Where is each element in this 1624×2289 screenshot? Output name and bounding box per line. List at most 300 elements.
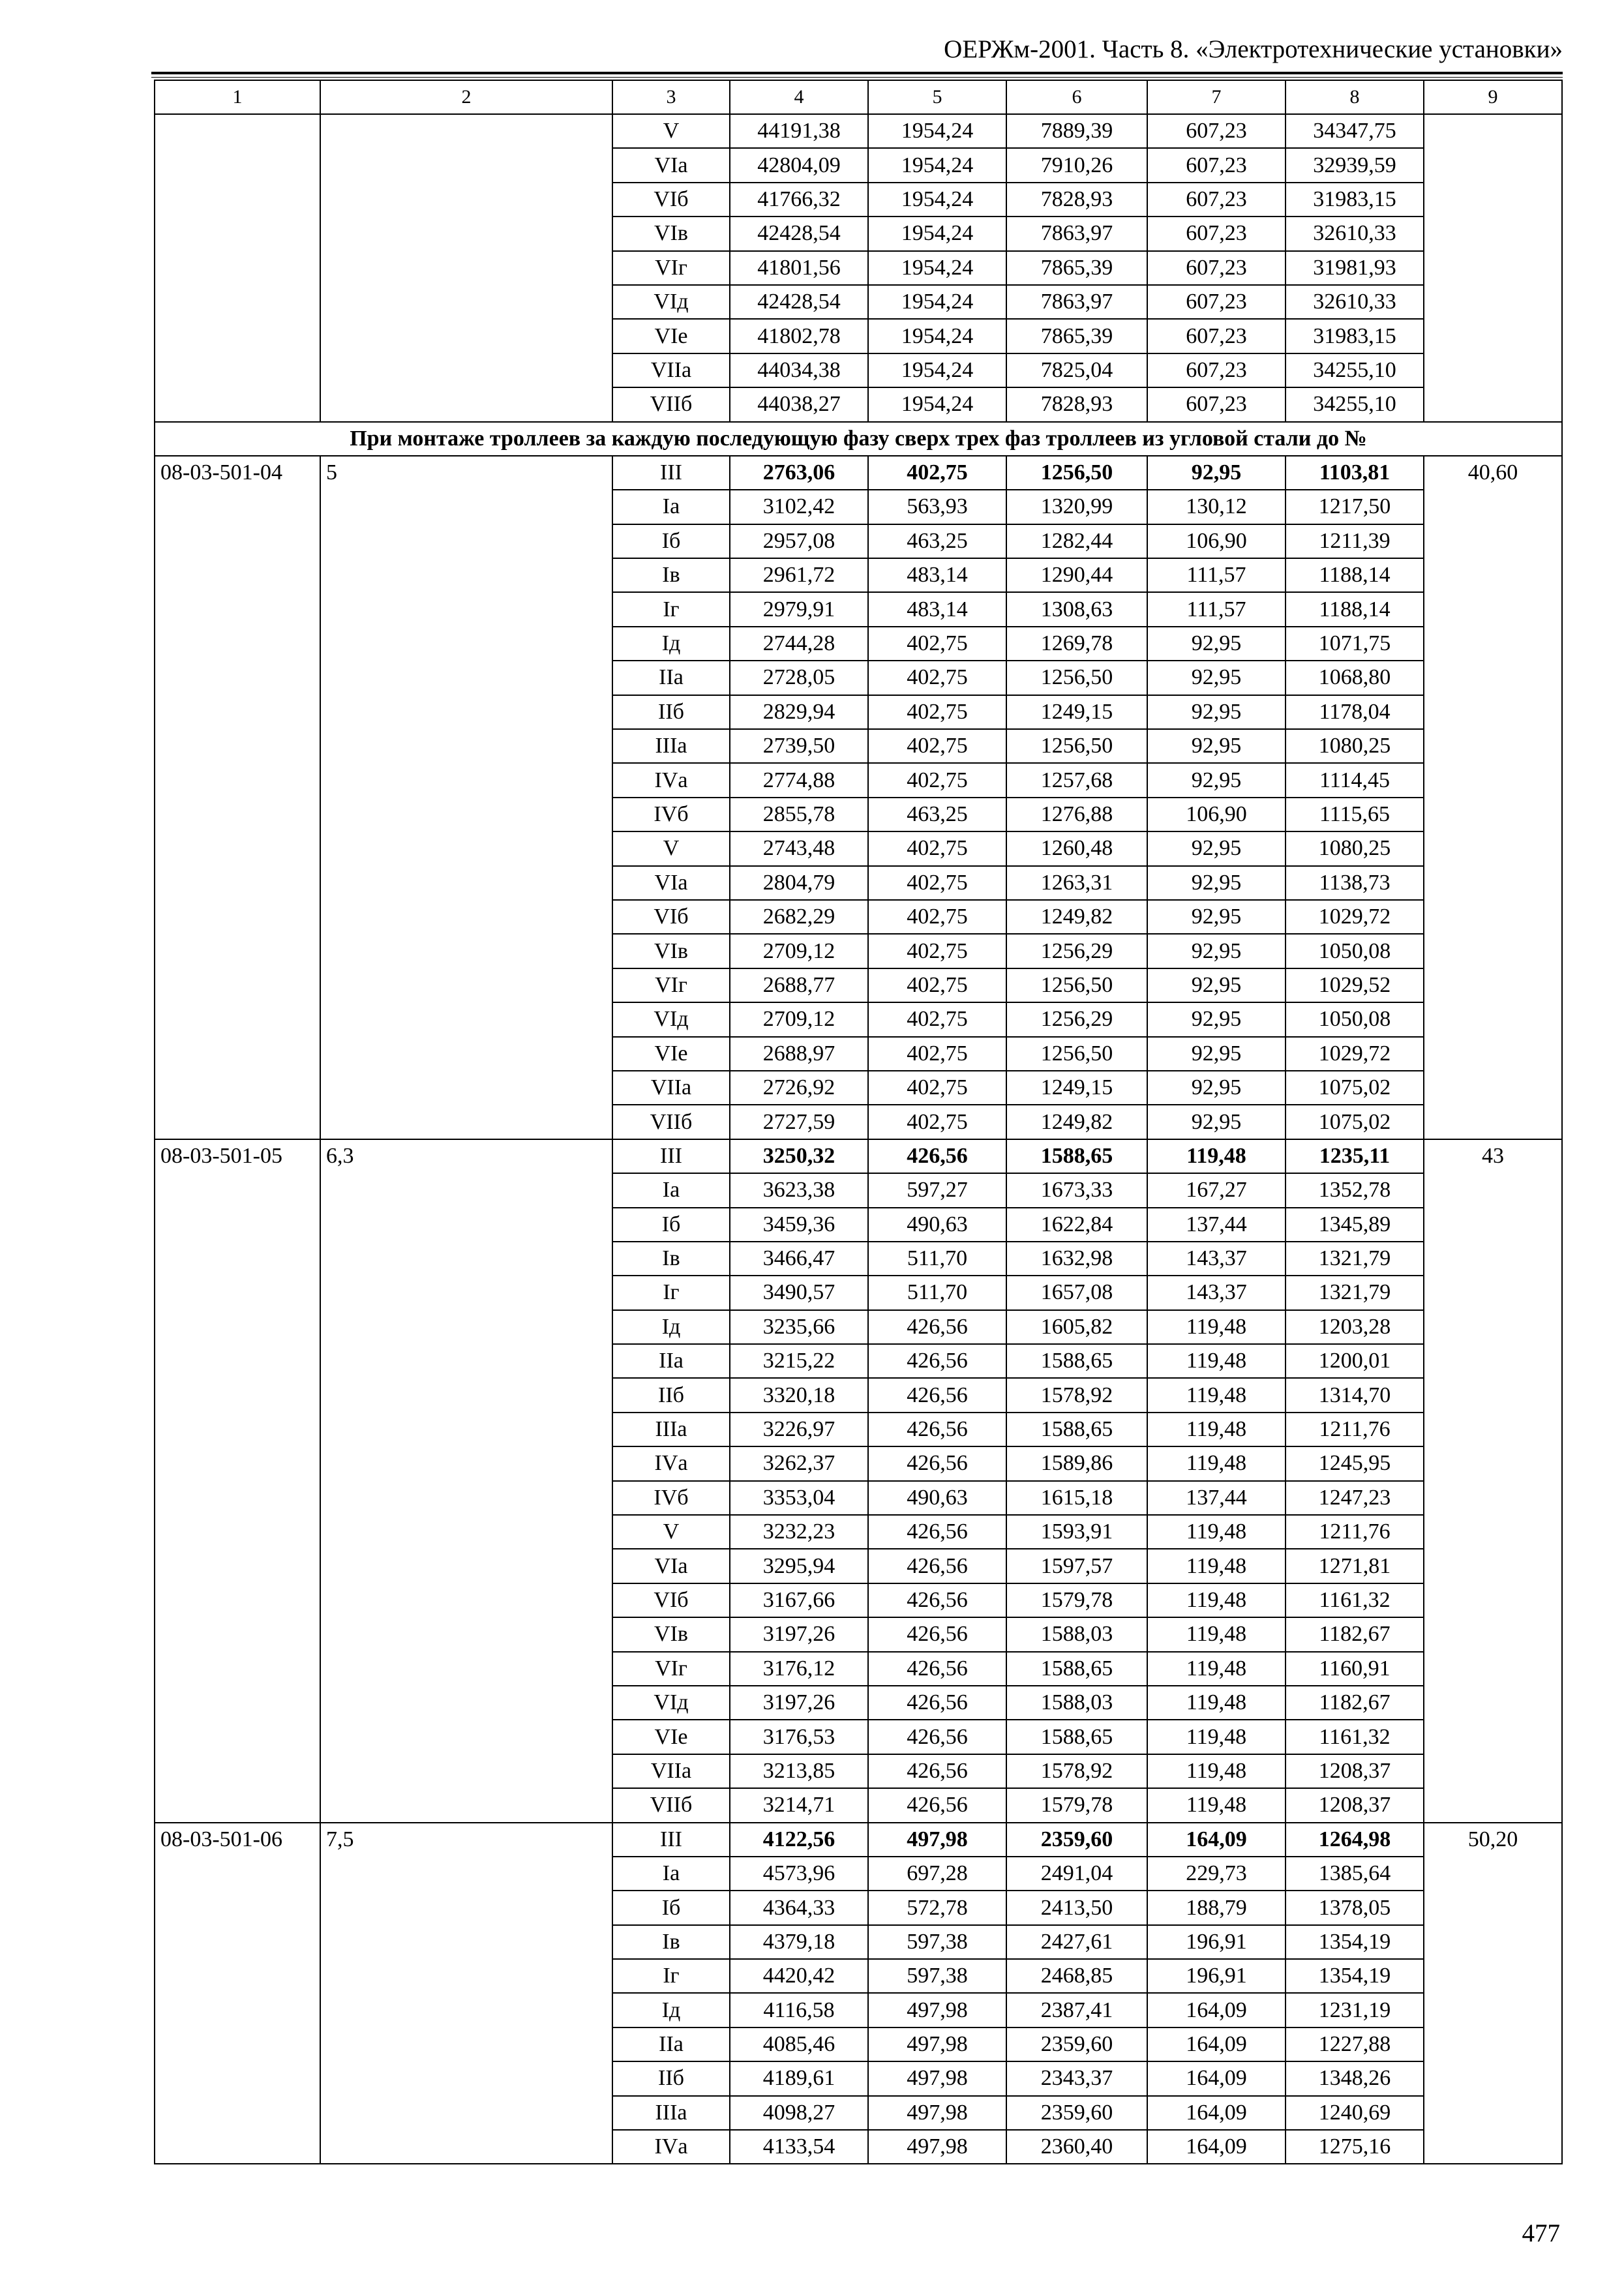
region-variant-cell: VIIб	[612, 387, 730, 421]
region-variant-cell: VIв	[612, 217, 730, 250]
value-cell: 92,95	[1147, 1037, 1286, 1071]
value-cell: 402,75	[868, 968, 1006, 1002]
value-cell: 1249,82	[1006, 1105, 1147, 1139]
value-cell: 1589,86	[1006, 1446, 1147, 1480]
region-variant-cell: VIв	[612, 1617, 730, 1651]
value-cell: 92,95	[1147, 831, 1286, 865]
value-cell: 7828,93	[1006, 183, 1147, 217]
value-cell: 1320,99	[1006, 490, 1147, 524]
region-variant-cell: VIIб	[612, 1105, 730, 1139]
value-cell: 2413,50	[1006, 1891, 1147, 1924]
value-cell: 1075,02	[1286, 1105, 1424, 1139]
value-cell: 1050,08	[1286, 1002, 1424, 1036]
column-number-row	[155, 80, 1562, 114]
value-cell: 119,48	[1147, 1310, 1286, 1344]
rate-code: 08-03-501-04	[155, 456, 320, 1139]
region-variant-cell: Iд	[612, 1310, 730, 1344]
value-cell: 4189,61	[730, 2061, 868, 2095]
value-cell: 1954,24	[868, 183, 1006, 217]
value-cell: 1208,37	[1286, 1788, 1424, 1822]
value-cell: 3197,26	[730, 1617, 868, 1651]
value-cell: 1385,64	[1286, 1857, 1424, 1891]
region-variant-cell: IIб	[612, 695, 730, 729]
region-variant-cell: IIа	[612, 1344, 730, 1378]
value-cell: 597,27	[868, 1173, 1006, 1207]
region-variant-cell: VIа	[612, 866, 730, 900]
value-cell: 402,75	[868, 661, 1006, 695]
value-cell: 7825,04	[1006, 353, 1147, 387]
value-cell: 2688,77	[730, 968, 868, 1002]
region-variant-cell: VIд	[612, 1002, 730, 1036]
value-cell: 1657,08	[1006, 1276, 1147, 1309]
value-cell: 119,48	[1147, 1515, 1286, 1549]
column-number: 5	[868, 80, 1006, 114]
value-cell: 1240,69	[1286, 2096, 1424, 2130]
value-cell: 92,95	[1147, 661, 1286, 695]
column-number: 4	[730, 80, 868, 114]
value-cell: 2468,85	[1006, 1959, 1147, 1993]
value-cell: 1257,68	[1006, 763, 1147, 797]
value-cell: 7910,26	[1006, 148, 1147, 182]
value-cell: 697,28	[868, 1857, 1006, 1891]
value-cell: 1578,92	[1006, 1378, 1147, 1412]
table-body	[155, 80, 1562, 2164]
region-variant-cell: V	[612, 1515, 730, 1549]
value-cell: 2979,91	[730, 592, 868, 626]
value-cell: 1622,84	[1006, 1208, 1147, 1242]
region-variant-cell: IVа	[612, 763, 730, 797]
column-9-value: 50,20	[1424, 1823, 1562, 2164]
value-cell: 164,09	[1147, 1823, 1286, 1857]
region-variant-cell: Iб	[612, 1208, 730, 1242]
value-cell: 426,56	[868, 1549, 1006, 1583]
value-cell: 1314,70	[1286, 1378, 1424, 1412]
table-row	[155, 456, 1562, 490]
value-cell: 92,95	[1147, 456, 1286, 490]
value-cell: 1597,57	[1006, 1549, 1147, 1583]
value-cell: 3295,94	[730, 1549, 868, 1583]
value-cell: 119,48	[1147, 1549, 1286, 1583]
value-cell: 1256,50	[1006, 661, 1147, 695]
value-cell: 119,48	[1147, 1139, 1286, 1173]
value-cell: 111,57	[1147, 592, 1286, 626]
value-cell: 402,75	[868, 627, 1006, 661]
value-cell: 119,48	[1147, 1720, 1286, 1754]
value-cell: 607,23	[1147, 285, 1286, 319]
value-cell: 3226,97	[730, 1413, 868, 1446]
value-cell: 92,95	[1147, 763, 1286, 797]
region-variant-cell: VIв	[612, 934, 730, 968]
value-cell: 2743,48	[730, 831, 868, 865]
value-cell: 41766,32	[730, 183, 868, 217]
value-cell: 1954,24	[868, 285, 1006, 319]
value-cell: 1260,48	[1006, 831, 1147, 865]
value-cell: 426,56	[868, 1139, 1006, 1173]
value-cell: 2829,94	[730, 695, 868, 729]
value-cell: 1217,50	[1286, 490, 1424, 524]
value-cell: 426,56	[868, 1583, 1006, 1617]
value-cell: 164,09	[1147, 1993, 1286, 2027]
value-cell: 44038,27	[730, 387, 868, 421]
region-variant-cell: IIIа	[612, 2096, 730, 2130]
value-cell: 2961,72	[730, 558, 868, 592]
value-cell: 4573,96	[730, 1857, 868, 1891]
value-cell: 402,75	[868, 1105, 1006, 1139]
value-cell: 1348,26	[1286, 2061, 1424, 2095]
value-cell: 426,56	[868, 1788, 1006, 1822]
value-cell: 92,95	[1147, 968, 1286, 1002]
value-cell: 4379,18	[730, 1925, 868, 1959]
value-cell: 119,48	[1147, 1413, 1286, 1446]
value-cell: 563,93	[868, 490, 1006, 524]
value-cell: 1269,78	[1006, 627, 1147, 661]
value-cell: 1029,72	[1286, 1037, 1424, 1071]
value-cell: 1211,76	[1286, 1413, 1424, 1446]
value-cell: 1593,91	[1006, 1515, 1147, 1549]
value-cell: 167,27	[1147, 1173, 1286, 1207]
value-cell: 92,95	[1147, 729, 1286, 763]
value-cell: 1954,24	[868, 114, 1006, 148]
value-cell: 426,56	[868, 1378, 1006, 1412]
value-cell: 1264,98	[1286, 1823, 1424, 1857]
value-cell: 119,48	[1147, 1344, 1286, 1378]
value-cell: 3176,12	[730, 1652, 868, 1686]
value-cell: 229,73	[1147, 1857, 1286, 1891]
value-cell: 511,70	[868, 1242, 1006, 1276]
value-cell: 1345,89	[1286, 1208, 1424, 1242]
value-cell: 607,23	[1147, 353, 1286, 387]
table-row	[155, 114, 1562, 148]
region-variant-cell: IVа	[612, 1446, 730, 1480]
value-cell: 137,44	[1147, 1208, 1286, 1242]
price-table	[154, 80, 1563, 2164]
value-cell: 597,38	[868, 1959, 1006, 1993]
rate-code: 08-03-501-06	[155, 1823, 320, 2164]
value-cell: 1605,82	[1006, 1310, 1147, 1344]
value-cell: 3197,26	[730, 1686, 868, 1720]
value-cell: 42428,54	[730, 217, 868, 250]
value-cell: 7863,97	[1006, 217, 1147, 250]
value-cell: 1211,39	[1286, 524, 1424, 558]
value-cell: 164,09	[1147, 2096, 1286, 2130]
value-cell: 2682,29	[730, 900, 868, 934]
value-cell: 607,23	[1147, 319, 1286, 353]
value-cell: 44034,38	[730, 353, 868, 387]
value-cell: 1588,03	[1006, 1617, 1147, 1651]
value-cell: 497,98	[868, 2096, 1006, 2130]
value-cell: 1954,24	[868, 319, 1006, 353]
value-cell: 42804,09	[730, 148, 868, 182]
value-cell: 1588,65	[1006, 1720, 1147, 1754]
header-rule	[151, 72, 1563, 74]
value-cell: 119,48	[1147, 1652, 1286, 1686]
value-cell: 4420,42	[730, 1959, 868, 1993]
region-variant-cell: VIIа	[612, 1754, 730, 1788]
region-variant-cell: III	[612, 1823, 730, 1857]
value-cell: 607,23	[1147, 148, 1286, 182]
value-cell: 44191,38	[730, 114, 868, 148]
region-variant-cell: VIе	[612, 1720, 730, 1754]
value-cell: 483,14	[868, 592, 1006, 626]
value-cell: 2427,61	[1006, 1925, 1147, 1959]
value-cell: 1075,02	[1286, 1071, 1424, 1105]
value-cell: 119,48	[1147, 1446, 1286, 1480]
value-cell: 164,09	[1147, 2061, 1286, 2095]
value-cell: 1182,67	[1286, 1686, 1424, 1720]
region-variant-cell: IIIа	[612, 1413, 730, 1446]
value-cell: 92,95	[1147, 1002, 1286, 1036]
value-cell: 164,09	[1147, 2130, 1286, 2164]
column-9-value: 40,60	[1424, 456, 1562, 1139]
value-cell: 31983,15	[1286, 183, 1424, 217]
value-cell: 92,95	[1147, 866, 1286, 900]
value-cell: 1321,79	[1286, 1242, 1424, 1276]
value-cell: 42428,54	[730, 285, 868, 319]
value-cell: 2359,60	[1006, 2027, 1147, 2061]
value-cell: 2727,59	[730, 1105, 868, 1139]
value-cell: 32939,59	[1286, 148, 1424, 182]
value-cell: 111,57	[1147, 558, 1286, 592]
region-variant-cell: Iа	[612, 1857, 730, 1891]
value-cell: 463,25	[868, 524, 1006, 558]
value-cell: 3623,38	[730, 1173, 868, 1207]
value-cell: 2804,79	[730, 866, 868, 900]
region-variant-cell: Iд	[612, 1993, 730, 2027]
value-cell: 2763,06	[730, 456, 868, 490]
value-cell: 3232,23	[730, 1515, 868, 1549]
value-cell: 92,95	[1147, 934, 1286, 968]
value-cell: 92,95	[1147, 695, 1286, 729]
value-cell: 1256,29	[1006, 1002, 1147, 1036]
value-cell: 2359,60	[1006, 2096, 1147, 2130]
value-cell: 1080,25	[1286, 729, 1424, 763]
value-cell: 1114,45	[1286, 763, 1424, 797]
value-cell: 1275,16	[1286, 2130, 1424, 2164]
value-cell: 1321,79	[1286, 1276, 1424, 1309]
region-variant-cell: VIа	[612, 148, 730, 182]
value-cell: 1245,95	[1286, 1446, 1424, 1480]
value-cell: 426,56	[868, 1344, 1006, 1378]
region-variant-cell: Iв	[612, 1925, 730, 1959]
value-cell: 1249,15	[1006, 1071, 1147, 1105]
region-variant-cell: Iб	[612, 524, 730, 558]
region-variant-cell: IIIа	[612, 729, 730, 763]
region-variant-cell: Iа	[612, 1173, 730, 1207]
value-cell: 137,44	[1147, 1481, 1286, 1515]
region-variant-cell: Iг	[612, 592, 730, 626]
value-cell: 130,12	[1147, 490, 1286, 524]
value-cell: 4133,54	[730, 2130, 868, 2164]
value-cell: 1256,50	[1006, 968, 1147, 1002]
value-cell: 119,48	[1147, 1583, 1286, 1617]
value-cell: 1632,98	[1006, 1242, 1147, 1276]
rate-code: 08-03-501-05	[155, 1139, 320, 1823]
region-variant-cell: VIг	[612, 968, 730, 1002]
value-cell: 607,23	[1147, 387, 1286, 421]
value-cell: 402,75	[868, 1002, 1006, 1036]
value-cell: 1308,63	[1006, 592, 1147, 626]
region-variant-cell: VIд	[612, 285, 730, 319]
value-cell: 119,48	[1147, 1788, 1286, 1822]
value-cell: 426,56	[868, 1515, 1006, 1549]
value-cell: 3215,22	[730, 1344, 868, 1378]
value-cell: 2387,41	[1006, 1993, 1147, 2027]
value-cell: 2855,78	[730, 798, 868, 831]
rate-parameter: 6,3	[320, 1139, 612, 1823]
region-variant-cell: Iа	[612, 490, 730, 524]
value-cell: 3250,32	[730, 1139, 868, 1173]
value-cell: 1954,24	[868, 251, 1006, 285]
value-cell: 2343,37	[1006, 2061, 1147, 2095]
value-cell: 1208,37	[1286, 1754, 1424, 1788]
value-cell: 1276,88	[1006, 798, 1147, 831]
value-cell: 1954,24	[868, 217, 1006, 250]
value-cell: 1071,75	[1286, 627, 1424, 661]
value-cell: 402,75	[868, 900, 1006, 934]
region-variant-cell: Iг	[612, 1959, 730, 1993]
value-cell: 2726,92	[730, 1071, 868, 1105]
value-cell: 34347,75	[1286, 114, 1424, 148]
value-cell: 1050,08	[1286, 934, 1424, 968]
value-cell: 3235,66	[730, 1310, 868, 1344]
page-number: 477	[1522, 2219, 1560, 2247]
value-cell: 1954,24	[868, 387, 1006, 421]
column-number: 1	[155, 80, 320, 114]
value-cell: 1227,88	[1286, 2027, 1424, 2061]
value-cell: 402,75	[868, 831, 1006, 865]
region-variant-cell: Iб	[612, 1891, 730, 1924]
value-cell: 7865,39	[1006, 251, 1147, 285]
value-cell: 32610,33	[1286, 285, 1424, 319]
value-cell: 1115,65	[1286, 798, 1424, 831]
value-cell: 41802,78	[730, 319, 868, 353]
value-cell: 7865,39	[1006, 319, 1147, 353]
value-cell: 3213,85	[730, 1754, 868, 1788]
value-cell: 34255,10	[1286, 387, 1424, 421]
region-variant-cell: IIа	[612, 2027, 730, 2061]
value-cell: 426,56	[868, 1413, 1006, 1446]
rate-code	[155, 114, 320, 422]
value-cell: 490,63	[868, 1208, 1006, 1242]
value-cell: 1354,19	[1286, 1959, 1424, 1993]
region-variant-cell: Iд	[612, 627, 730, 661]
region-variant-cell: IVа	[612, 2130, 730, 2164]
column-number: 3	[612, 80, 730, 114]
region-variant-cell: VIе	[612, 319, 730, 353]
value-cell: 1161,32	[1286, 1583, 1424, 1617]
value-cell: 4364,33	[730, 1891, 868, 1924]
region-variant-cell: Iв	[612, 558, 730, 592]
value-cell: 1290,44	[1006, 558, 1147, 592]
value-cell: 92,95	[1147, 1105, 1286, 1139]
header-rule-thin	[151, 77, 1563, 78]
value-cell: 3459,36	[730, 1208, 868, 1242]
value-cell: 426,56	[868, 1720, 1006, 1754]
value-cell: 1231,19	[1286, 1993, 1424, 2027]
value-cell: 4098,27	[730, 2096, 868, 2130]
value-cell: 106,90	[1147, 798, 1286, 831]
region-variant-cell: VIе	[612, 1037, 730, 1071]
column-9-value	[1424, 114, 1562, 422]
value-cell: 497,98	[868, 2027, 1006, 2061]
column-number: 8	[1286, 80, 1424, 114]
rate-parameter: 7,5	[320, 1823, 612, 2164]
value-cell: 31981,93	[1286, 251, 1424, 285]
value-cell: 607,23	[1147, 114, 1286, 148]
value-cell: 1588,65	[1006, 1344, 1147, 1378]
value-cell: 1161,32	[1286, 1720, 1424, 1754]
value-cell: 1588,65	[1006, 1652, 1147, 1686]
value-cell: 497,98	[868, 2061, 1006, 2095]
value-cell: 2688,97	[730, 1037, 868, 1071]
column-number: 6	[1006, 80, 1147, 114]
column-number: 7	[1147, 80, 1286, 114]
value-cell: 490,63	[868, 1481, 1006, 1515]
value-cell: 1378,05	[1286, 1891, 1424, 1924]
value-cell: 1103,81	[1286, 456, 1424, 490]
value-cell: 119,48	[1147, 1754, 1286, 1788]
value-cell: 1954,24	[868, 353, 1006, 387]
region-variant-cell: VIд	[612, 1686, 730, 1720]
value-cell: 402,75	[868, 695, 1006, 729]
value-cell: 1256,50	[1006, 729, 1147, 763]
value-cell: 4116,58	[730, 1993, 868, 2027]
value-cell: 1588,03	[1006, 1686, 1147, 1720]
value-cell: 426,56	[868, 1310, 1006, 1344]
region-variant-cell: III	[612, 456, 730, 490]
value-cell: 402,75	[868, 1037, 1006, 1071]
value-cell: 196,91	[1147, 1925, 1286, 1959]
value-cell: 1188,14	[1286, 558, 1424, 592]
value-cell: 1200,01	[1286, 1344, 1424, 1378]
value-cell: 1579,78	[1006, 1788, 1147, 1822]
rate-parameter	[320, 114, 612, 422]
region-variant-cell: VIIа	[612, 1071, 730, 1105]
region-variant-cell: VIIб	[612, 1788, 730, 1822]
value-cell: 7863,97	[1006, 285, 1147, 319]
value-cell: 3320,18	[730, 1378, 868, 1412]
section-heading-row	[155, 422, 1562, 456]
value-cell: 1182,67	[1286, 1617, 1424, 1651]
value-cell: 497,98	[868, 1823, 1006, 1857]
value-cell: 1029,72	[1286, 900, 1424, 934]
region-variant-cell: Iв	[612, 1242, 730, 1276]
value-cell: 1271,81	[1286, 1549, 1424, 1583]
value-cell: 7889,39	[1006, 114, 1147, 148]
rate-parameter: 5	[320, 456, 612, 1139]
value-cell: 1673,33	[1006, 1173, 1147, 1207]
value-cell: 92,95	[1147, 1071, 1286, 1105]
value-cell: 164,09	[1147, 2027, 1286, 2061]
value-cell: 2359,60	[1006, 1823, 1147, 1857]
value-cell: 1579,78	[1006, 1583, 1147, 1617]
value-cell: 463,25	[868, 798, 1006, 831]
column-9-value: 43	[1424, 1139, 1562, 1823]
value-cell: 3176,53	[730, 1720, 868, 1754]
value-cell: 1080,25	[1286, 831, 1424, 865]
value-cell: 92,95	[1147, 627, 1286, 661]
value-cell: 3214,71	[730, 1788, 868, 1822]
value-cell: 2744,28	[730, 627, 868, 661]
region-variant-cell: V	[612, 114, 730, 148]
value-cell: 497,98	[868, 1993, 1006, 2027]
region-variant-cell: V	[612, 831, 730, 865]
value-cell: 2728,05	[730, 661, 868, 695]
value-cell: 426,56	[868, 1652, 1006, 1686]
value-cell: 106,90	[1147, 524, 1286, 558]
value-cell: 34255,10	[1286, 353, 1424, 387]
value-cell: 572,78	[868, 1891, 1006, 1924]
